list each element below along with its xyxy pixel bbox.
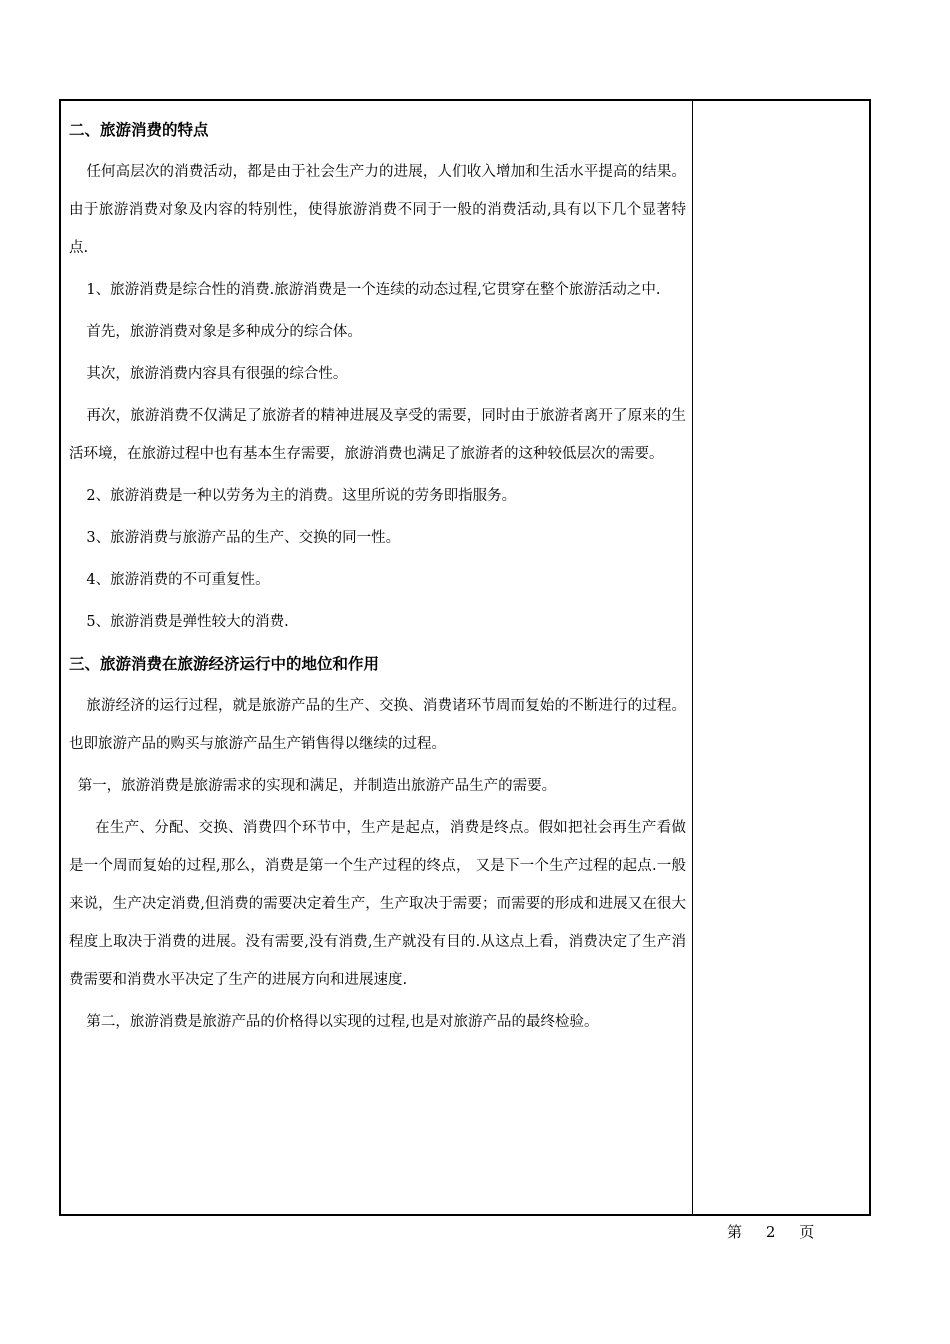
section-3-intro: 旅游经济的运行过程，就是旅游产品的生产、交换、消费诸环节周而复始的不断进行的过程。也即旅游产品的购买与旅游产品生产销售得以继续的过程。 [69, 698, 686, 752]
section-3-detail: 在生产、分配、交换、消费四个环节中，生产是起点，消费是终点。假如把社会再生产看做是一个周而复始的过程,那么，消费是第一个生产过程的终点， 又是下一个生产过程的起点.一般来说，生产决定消费,但消费的需要决定着生产，生产取决于需要；而需要的形成和进展又在很大程度上取决于消费的进展。没有需要,没有消费,生产就没有目的.从这点上看，消费决定了生产消费需要和消费水平决定了生产的进展方向和进展速度. [69, 820, 686, 988]
section-2-intro: 任何高层次的消费活动，都是由于社会生产力的进展，人们收入增加和生活水平提高的结果。由于旅游消费对象及内容的特别性，使得旅游消费不同于一般的消费活动,具有以下几个显著特点. [69, 164, 686, 256]
document-frame [59, 99, 871, 1216]
page-footer [727, 1220, 814, 1244]
page-number: 2 [765, 1223, 776, 1241]
section-2-item-5: 5、旅游消费是弹性较大的消费. [86, 614, 289, 630]
section-2-item-1: 1、旅游消费是综合性的消费.旅游消费是一个连续的动态过程,它贯穿在整个旅游活动之中. [86, 282, 661, 298]
section-3-point-2: 第二，旅游消费是旅游产品的价格得以实现的过程,也是对旅游产品的最终检验。 [86, 1014, 599, 1030]
section-heading-2: 二、旅游消费的特点 [69, 121, 209, 139]
section-2-third: 再次，旅游消费不仅满足了旅游者的精神进展及享受的需要，同时由于旅游者离开了原来的生活环境，在旅游过程中也有基本生存需要，旅游消费也满足了旅游者的这种较低层次的需要。 [69, 408, 686, 462]
footer-suffix: 页 [799, 1223, 815, 1241]
section-2-item-2: 2、旅游消费是一种以劳务为主的消费。这里所说的劳务即指服务。 [86, 488, 517, 504]
main-content [69, 111, 686, 1041]
column-divider [692, 101, 693, 1214]
section-2-item-3: 3、旅游消费与旅游产品的生产、交换的同一性。 [86, 530, 401, 546]
section-2-item-4: 4、旅游消费的不可重复性。 [86, 572, 270, 588]
footer-prefix: 第 [727, 1223, 743, 1241]
section-2-first: 首先，旅游消费对象是多种成分的综合体。 [86, 324, 362, 340]
section-heading-3: 三、旅游消费在旅游经济运行中的地位和作用 [69, 655, 380, 673]
section-2-second: 其次，旅游消费内容具有很强的综合性。 [86, 366, 348, 382]
section-3-point-1: 第一，旅游消费是旅游需求的实现和满足，并制造出旅游产品生产的需要。 [77, 778, 557, 794]
